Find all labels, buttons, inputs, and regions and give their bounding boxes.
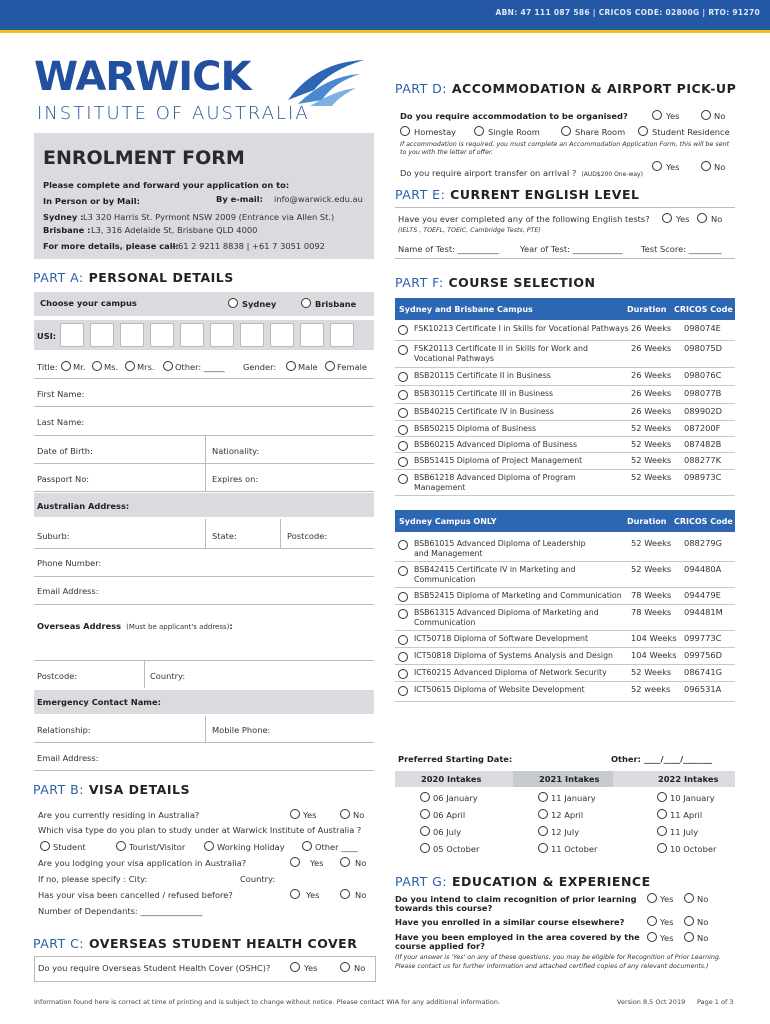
intake-radio[interactable] [420, 843, 430, 853]
divider [34, 770, 374, 771]
divider [205, 519, 206, 549]
accommodation-no-radio[interactable] [701, 110, 711, 120]
nationality-field[interactable]: Nationality: [212, 446, 260, 456]
course-radio[interactable] [398, 474, 408, 484]
enrolled-no-label: No [697, 917, 709, 927]
course-name: FSK10213 Certificate I in Skills for Vocational Pathways [414, 324, 629, 333]
course-name: BSB20115 Certificate II in Business [414, 371, 551, 380]
oshc-no-label: No [354, 963, 366, 973]
english-no-label: No [711, 214, 723, 224]
student-residence-label: Student Residence [652, 127, 730, 137]
rpl-no-radio[interactable] [684, 893, 694, 903]
course-cricos-code: 096531A [684, 684, 722, 694]
airport-yes-label: Yes [666, 162, 680, 172]
course-duration: 26 Weeks [631, 388, 672, 398]
course-name: ICT50615 Diploma of Website Development [414, 685, 585, 694]
course-divider [395, 436, 735, 437]
footer-disclaimer: Information found here is correct at time of printing and is subject to change without notice. Please contact WIA for any additional information. [34, 998, 501, 1006]
intake-date: 11 April [670, 810, 703, 820]
logo-wordmark: WARWICK [34, 54, 251, 100]
divider [34, 406, 374, 407]
intake-date: 06 January [433, 793, 478, 803]
intake-radio[interactable] [657, 809, 667, 819]
course-divider [395, 647, 735, 648]
course-divider [395, 701, 735, 702]
residing-no-radio[interactable] [340, 809, 350, 819]
course-radio[interactable] [398, 540, 408, 550]
divider [144, 660, 145, 688]
campus-sydney-label: Sydney [242, 299, 277, 309]
visa-working-radio[interactable] [204, 841, 214, 851]
enrolled-question: Have you enrolled in a similar course elsewhere? [395, 917, 625, 927]
intake-radio[interactable] [538, 843, 548, 853]
usi-char[interactable] [240, 323, 264, 347]
oshc-question: Do you require Overseas Student Health Cover (OSHC)? [38, 963, 271, 973]
english-no-radio[interactable] [697, 213, 707, 223]
course-duration: 52 Weeks [631, 667, 672, 677]
share-room-label: Share Room [575, 127, 626, 137]
dob-field[interactable]: Date of Birth: [37, 446, 93, 456]
course-name: BSB61315 Advanced Diploma of Marketing and [414, 608, 599, 617]
course-duration: 78 Weeks [631, 590, 672, 600]
employed-question: Have you been employed in the area covered by the [395, 932, 640, 942]
visa-type-question: Which visa type do you plan to study under at Warwick Institute of Australia ? [38, 825, 362, 835]
course-cricos-code: 098077B [684, 388, 722, 398]
sydney-address: L3 320 Harris St. Pyrmont NSW 2009 (Entrance via Allen St.) [83, 212, 335, 222]
course-divider [395, 561, 735, 562]
student-residence-radio[interactable] [638, 126, 648, 136]
intake-date: 10 October [670, 844, 717, 854]
course-divider [395, 604, 735, 605]
single-room-radio[interactable] [474, 126, 484, 136]
english-yes-label: Yes [676, 214, 690, 224]
course-name-cont: Communication [414, 618, 476, 627]
course-name: BSB42415 Certificate IV in Marketing and [414, 565, 576, 574]
part-e-heading: PART E: CURRENT ENGLISH LEVEL [395, 187, 640, 202]
course-divider [395, 420, 735, 421]
intake-date: 11 July [670, 827, 699, 837]
course-radio[interactable] [398, 325, 408, 335]
homestay-radio[interactable] [400, 126, 410, 136]
course-name-cont: and Management [414, 549, 483, 558]
course-duration: 104 Weeks [631, 633, 677, 643]
state-field[interactable]: State: [212, 531, 237, 541]
course-radio[interactable] [398, 372, 408, 382]
contact-intro: Please complete and forward your application on to: [43, 180, 290, 190]
intake-year-header: 2020 Intakes [421, 774, 482, 784]
rpl-yes-radio[interactable] [647, 893, 657, 903]
part-g-heading: PART G: EDUCATION & EXPERIENCE [395, 874, 651, 889]
emergency-label: Emergency Contact Name: [37, 697, 161, 707]
oshc-yes-label: Yes [304, 963, 318, 973]
course-name: BSB40215 Certificate IV in Business [414, 407, 554, 416]
part-b-heading: PART B: VISA DETAILS [33, 782, 190, 797]
course-cricos-code: 099773C [684, 633, 722, 643]
course-cricos-code: 086741G [684, 667, 723, 677]
intake-radio[interactable] [420, 826, 430, 836]
course-radio[interactable] [398, 408, 408, 418]
visa-tourist-radio[interactable] [116, 841, 126, 851]
lodging-no-radio[interactable] [340, 857, 350, 867]
course-divider [395, 385, 735, 386]
course-radio[interactable] [398, 609, 408, 619]
title-mr-radio[interactable] [61, 361, 71, 371]
footer-version: Version 8.5 Oct 2019 [617, 998, 686, 1006]
intake-date: 05 October [433, 844, 480, 854]
rpl-question-cont: towards this course? [395, 903, 493, 913]
course-cricos-code: 098973C [684, 472, 722, 482]
title-ms-radio[interactable] [92, 361, 102, 371]
course-radio[interactable] [398, 457, 408, 467]
course-cricos-code: 087200F [684, 423, 721, 433]
intake-date: 11 January [551, 793, 596, 803]
employed-no-radio[interactable] [684, 932, 694, 942]
course-divider [395, 630, 735, 631]
course-name: BSB61218 Advanced Diploma of Program [414, 473, 576, 482]
course-name-cont: Vocational Pathways [414, 354, 494, 363]
usi-char[interactable] [150, 323, 174, 347]
intake-date: 12 April [551, 810, 584, 820]
course-duration: 26 Weeks [631, 406, 672, 416]
campus-label: Choose your campus [40, 298, 137, 308]
title-mr-label: Mr. [73, 362, 86, 372]
divider [395, 207, 735, 208]
course-cricos-code: 098074E [684, 323, 721, 333]
course-divider [395, 495, 735, 496]
airport-no-label: No [714, 162, 726, 172]
brisbane-address: L3, 316 Adelaide St, Brisbane QLD 4000 [91, 225, 258, 235]
intake-date: 11 October [551, 844, 598, 854]
part-a-heading: PART A: PERSONAL DETAILS [33, 270, 234, 285]
title-ms-label: Ms. [104, 362, 119, 372]
course-name-cont: Communication [414, 575, 476, 584]
title-other-label: Other: _____ [175, 362, 225, 372]
airport-no-radio[interactable] [701, 161, 711, 171]
course-cricos-code: 094480A [684, 564, 722, 574]
gender-male-label: Male [298, 362, 318, 372]
divider [34, 604, 374, 605]
course-radio[interactable] [398, 686, 408, 696]
course-name: ICT50818 Diploma of Systems Analysis and Design [414, 651, 613, 660]
abn-text: ABN: 47 111 087 586 | CRICOS CODE: 02800G | RTO: 91270 [495, 8, 760, 17]
test-score-field[interactable]: Test Score: ________ [641, 244, 722, 254]
course-duration: 52 Weeks [631, 564, 672, 574]
course-duration: 52 Weeks [631, 455, 672, 465]
specify-city[interactable]: If no, please specify : City: [38, 874, 148, 884]
course-duration: 78 Weeks [631, 607, 672, 617]
header-accent-stripe [0, 30, 770, 33]
course-radio[interactable] [398, 652, 408, 662]
course-duration: 52 weeks [631, 684, 671, 694]
airport-yes-radio[interactable] [652, 161, 662, 171]
course-radio[interactable] [398, 669, 408, 679]
intake-date: 10 January [670, 793, 715, 803]
intake-year-header: 2022 Intakes [658, 774, 719, 784]
visa-tourist-label: Tourist/Visitor [129, 842, 186, 852]
oshc-yes-radio[interactable] [290, 962, 300, 972]
cancelled-question: Has your visa been cancelled / refused before? [38, 890, 233, 900]
usi-char[interactable] [300, 323, 324, 347]
enrolled-no-radio[interactable] [684, 916, 694, 926]
course-duration: 26 Weeks [631, 370, 672, 380]
usi-char[interactable] [60, 323, 84, 347]
course-name: BSB50215 Diploma of Business [414, 424, 537, 433]
country-field[interactable]: Country: [150, 671, 186, 681]
english-yes-radio[interactable] [662, 213, 672, 223]
wave-icon [286, 56, 366, 108]
course-duration: 52 Weeks [631, 439, 672, 449]
part-c-heading: PART C: OVERSEAS STUDENT HEALTH COVER [33, 936, 358, 951]
first-name-field[interactable]: First Name: [37, 389, 85, 399]
gender-female-label: Female [337, 362, 367, 372]
divider [205, 716, 206, 742]
usi-char[interactable] [270, 323, 294, 347]
course-radio[interactable] [398, 635, 408, 645]
lodging-question: Are you lodging your visa application in Australia? [38, 858, 247, 868]
intake-radio[interactable] [538, 809, 548, 819]
course-name: FSK20113 Certificate II in Skills for Work and [414, 344, 588, 353]
intake-radio[interactable] [420, 792, 430, 802]
contact-email[interactable]: info@warwick.edu.au [274, 194, 363, 204]
campus-brisbane-radio[interactable] [301, 298, 311, 308]
share-room-radio[interactable] [561, 126, 571, 136]
passport-field[interactable]: Passport No: [37, 474, 90, 484]
usi-char[interactable] [120, 323, 144, 347]
footer-page: Page 1 of 3 [697, 998, 734, 1006]
course-divider [395, 587, 735, 588]
suburb-field[interactable]: Suburb: [37, 531, 70, 541]
test-year-field[interactable]: Year of Test: ____________ [520, 244, 623, 254]
title-label: Title: [37, 362, 58, 372]
lodging-no-label: No [355, 858, 367, 868]
course-name: BSB60215 Advanced Diploma of Business [414, 440, 578, 449]
visa-other-label: Other ____ [315, 842, 358, 852]
usi-char[interactable] [90, 323, 114, 347]
page-title: ENROLMENT FORM [43, 147, 245, 169]
preferred-date-label: Preferred Starting Date: [398, 754, 513, 764]
accommodation-note: If accommodation is required, you must complete an Accommodation Application Form, this will be sent to you with the letter of offer. [400, 141, 730, 156]
course-cricos-code: 099756D [684, 650, 723, 660]
course-divider [395, 664, 735, 665]
employed-no-label: No [697, 933, 709, 943]
course-cricos-code: 094481M [684, 607, 723, 617]
divider [34, 491, 374, 492]
residing-no-label: No [353, 810, 365, 820]
visa-student-radio[interactable] [40, 841, 50, 851]
intake-radio[interactable] [538, 792, 548, 802]
sb-campus-header: Sydney and Brisbane Campus Duration CRICOS Code [395, 298, 735, 320]
course-cricos-code: 098075D [684, 343, 723, 353]
cancelled-yes-label: Yes [306, 890, 320, 900]
intake-date: 06 April [433, 810, 466, 820]
last-name-field[interactable]: Last Name: [37, 417, 85, 427]
title-other-radio[interactable] [163, 361, 173, 371]
course-cricos-code: 089902D [684, 406, 723, 416]
course-name: ICT60215 Advanced Diploma of Network Security [414, 668, 607, 677]
course-divider [395, 367, 735, 368]
phone-field[interactable]: Phone Number: [37, 558, 102, 568]
part-d-heading: PART D: ACCOMMODATION & AIRPORT PICK-UP [395, 81, 737, 96]
intake-date: 06 July [433, 827, 462, 837]
divider [34, 548, 374, 549]
accommodation-question: Do you require accommodation to be organised? [400, 111, 628, 121]
lodging-yes-radio[interactable] [290, 857, 300, 867]
gender-female-radio[interactable] [325, 361, 335, 371]
logo-subtitle: INSTITUTE OF AUSTRALIA [37, 103, 310, 124]
rpl-note-2: Please contact us for further information and attached certified copies of any relevant documents.) [395, 963, 709, 970]
course-duration: 26 Weeks [631, 343, 672, 353]
intake-date: 12 July [551, 827, 580, 837]
email2-field[interactable]: Email Address: [37, 753, 99, 763]
cancelled-no-radio[interactable] [340, 889, 350, 899]
title-mrs-label: Mrs. [137, 362, 155, 372]
course-divider [395, 403, 735, 404]
course-cricos-code: 094479E [684, 590, 721, 600]
course-cricos-code: 087482B [684, 439, 722, 449]
course-divider [395, 452, 735, 453]
course-cricos-code: 088279G [684, 538, 723, 548]
single-room-label: Single Room [488, 127, 540, 137]
usi-char[interactable] [180, 323, 204, 347]
gender-label: Gender: [243, 362, 277, 372]
course-name: ICT50718 Diploma of Software Development [414, 634, 589, 643]
usi-char[interactable] [330, 323, 354, 347]
dependants-field[interactable]: Number of Dependants: _______________ [38, 906, 203, 916]
divider [34, 742, 374, 743]
course-name: BSB52415 Diploma of Marketing and Communication [414, 591, 622, 600]
divider [34, 463, 374, 464]
in-person-label: In Person or by Mail: [43, 196, 140, 206]
course-duration: 26 Weeks [631, 323, 672, 333]
contact-phones: +61 2 9211 8838 | +61 7 3051 0092 [171, 241, 325, 251]
specify-country[interactable]: Country: [240, 874, 276, 884]
divider [395, 258, 735, 259]
postcode2-field[interactable]: Postcode: [37, 671, 78, 681]
details-label: For more details, please call: [43, 241, 179, 251]
course-radio[interactable] [398, 592, 408, 602]
logo [34, 54, 250, 100]
cancelled-no-label: No [355, 890, 367, 900]
divider [34, 378, 374, 379]
english-question: Have you ever completed any of the following English tests? [398, 214, 650, 224]
homestay-label: Homestay [414, 127, 457, 137]
residing-yes-label: Yes [303, 810, 317, 820]
intake-radio[interactable] [657, 843, 667, 853]
visa-other-radio[interactable] [302, 841, 312, 851]
course-duration: 52 Weeks [631, 423, 672, 433]
course-name-cont: Management [414, 483, 466, 492]
test-name-field[interactable]: Name of Test: __________ [398, 244, 500, 254]
course-name: BSB61015 Advanced Diploma of Leadership [414, 539, 586, 548]
course-duration: 52 Weeks [631, 472, 672, 482]
rpl-yes-label: Yes [660, 894, 674, 904]
rpl-no-label: No [697, 894, 709, 904]
rpl-question: Do you intend to claim recognition of prior learning [395, 894, 637, 904]
employed-yes-radio[interactable] [647, 932, 657, 942]
course-radio[interactable] [398, 425, 408, 435]
residing-question: Are you currently residing in Australia? [38, 810, 200, 820]
intake-radio[interactable] [420, 809, 430, 819]
divider [34, 660, 374, 661]
usi-char[interactable] [210, 323, 234, 347]
oshc-no-radio[interactable] [340, 962, 350, 972]
accommodation-yes-label: Yes [666, 111, 680, 121]
course-divider [395, 681, 735, 682]
course-divider [395, 469, 735, 470]
accommodation-no-label: No [714, 111, 726, 121]
title-mrs-radio[interactable] [125, 361, 135, 371]
aus-address-label: Australian Address: [37, 501, 130, 511]
employed-yes-label: Yes [660, 933, 674, 943]
intake-radio[interactable] [657, 792, 667, 802]
gender-male-radio[interactable] [286, 361, 296, 371]
expires-field[interactable]: Expires on: [212, 474, 259, 484]
part-f-heading: PART F: COURSE SELECTION [395, 275, 596, 290]
email-label: By e-mail: [216, 194, 263, 204]
divider [34, 435, 374, 436]
relationship-field[interactable]: Relationship: [37, 725, 91, 735]
course-cricos-code: 088277K [684, 455, 722, 465]
divider [34, 576, 374, 577]
course-radio[interactable] [398, 441, 408, 451]
intake-year-header: 2021 Intakes [539, 774, 600, 784]
airport-question: Do you require airport transfer on arrival ? (AUD$200 One-way) [400, 168, 643, 178]
enrolled-yes-label: Yes [660, 917, 674, 927]
postcode-field[interactable]: Postcode: [287, 531, 328, 541]
accommodation-yes-radio[interactable] [652, 110, 662, 120]
intake-radio[interactable] [657, 826, 667, 836]
overseas-address-field[interactable]: Overseas Address (Must be applicant's address): [37, 621, 233, 631]
campus-brisbane-label: Brisbane [315, 299, 357, 309]
course-divider [395, 340, 735, 341]
course-radio[interactable] [398, 566, 408, 576]
course-name: BSB51415 Diploma of Project Management [414, 456, 583, 465]
lodging-yes-label: Yes [310, 858, 324, 868]
visa-working-label: Working Holiday [217, 842, 285, 852]
visa-student-label: Student [53, 842, 86, 852]
enrolled-yes-radio[interactable] [647, 916, 657, 926]
intake-radio[interactable] [538, 826, 548, 836]
mobile-field[interactable]: Mobile Phone: [212, 725, 271, 735]
campus-sydney-radio[interactable] [228, 298, 238, 308]
course-name: BSB30115 Certificate III in Business [414, 389, 554, 398]
residing-yes-radio[interactable] [290, 809, 300, 819]
course-duration: 104 Weeks [631, 650, 677, 660]
employed-question-cont: course applied for? [395, 941, 485, 951]
course-duration: 52 Weeks [631, 538, 672, 548]
english-tests: (IELTS , TOEFL, TOEIC, Cambridge Tests, PTE) [398, 227, 541, 234]
preferred-date-other[interactable]: Other: ____/____/_______ [611, 754, 713, 764]
course-radio[interactable] [398, 390, 408, 400]
syd-campus-header: Sydney Campus ONLY Duration CRICOS Code [395, 510, 735, 532]
course-cricos-code: 098076C [684, 370, 722, 380]
course-radio[interactable] [398, 345, 408, 355]
usi-label: USI: [37, 331, 57, 341]
sydney-label: Sydney : [43, 212, 84, 222]
rpl-note-1: (If your answer is 'Yes' on any of these questions, you may be eligible for Recognition of Prior Learning. [395, 954, 721, 961]
divider [280, 519, 281, 549]
email-field[interactable]: Email Address: [37, 586, 99, 596]
brisbane-label: Brisbane : [43, 225, 91, 235]
cancelled-yes-radio[interactable] [290, 889, 300, 899]
